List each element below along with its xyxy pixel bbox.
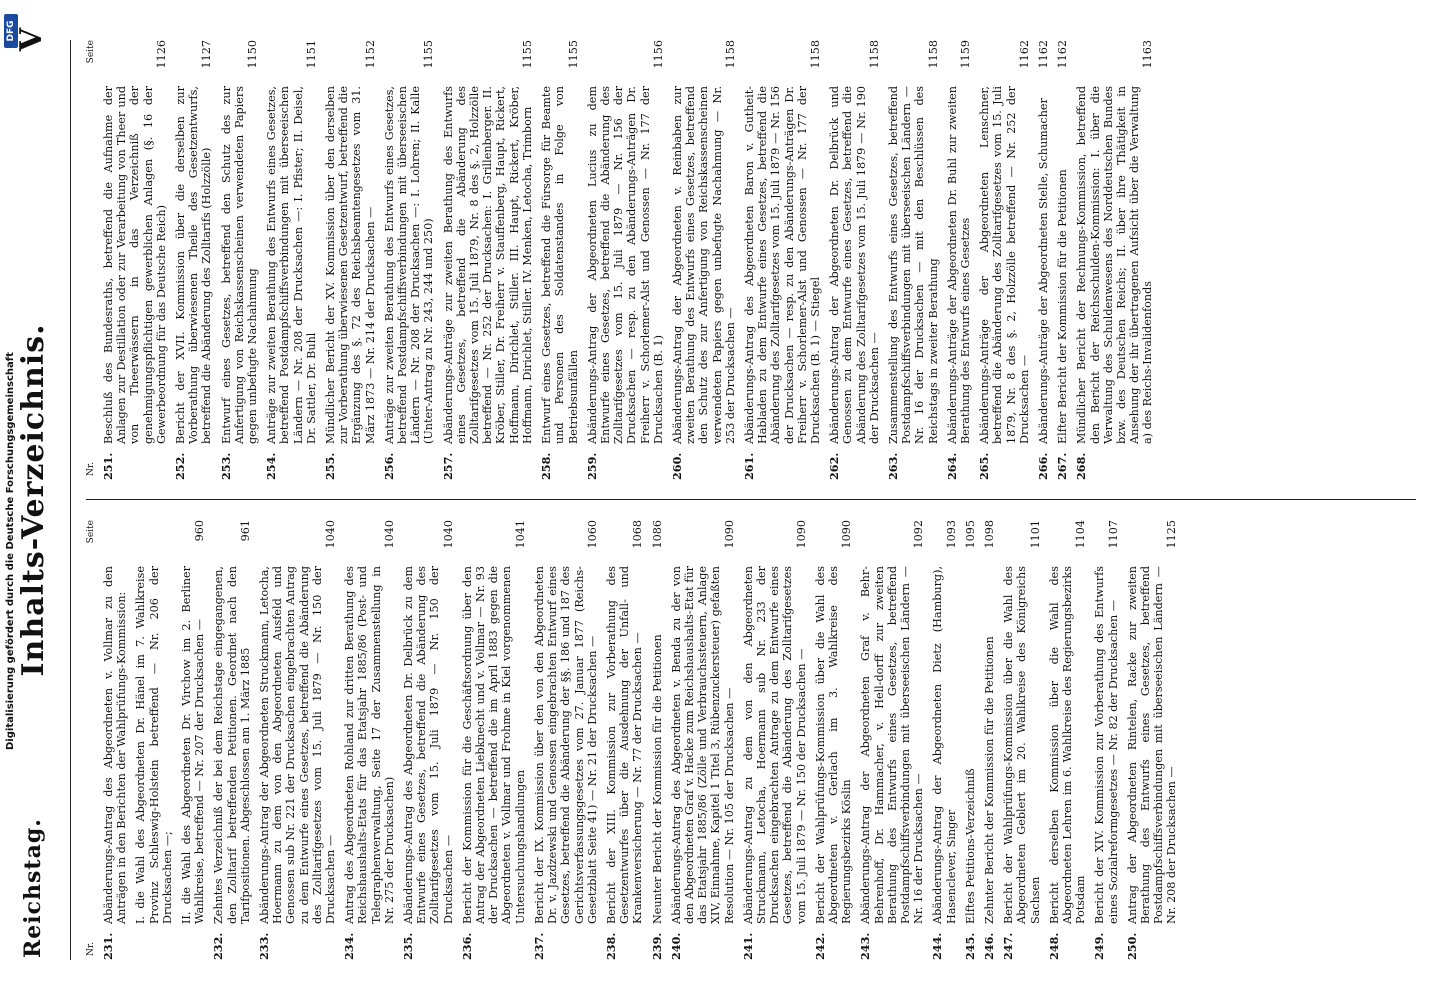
toc-entry bbox=[383, 40, 436, 480]
entry-number: 247. bbox=[1001, 932, 1016, 960]
seite-label: Seite bbox=[86, 520, 96, 544]
entry-text: Mündlicher Bericht der Rechnungs-Kommission, betreffend den Bericht der Reichsschulden-Kommission: I. über die Verwaltung des Schuldenwesens des Norddeutschen Bundes bzw. des Deutschen Reichs; II. über ihre Thätigkeit in Ansehung der ihr übertragenen Aufsicht über die Verwaltung a) des Reichs-Invalidenfonds bbox=[1075, 86, 1155, 444]
right-column bbox=[86, 40, 1416, 480]
toc-entry bbox=[859, 520, 925, 960]
entry-number: 252. bbox=[173, 452, 188, 480]
toc-entry bbox=[461, 520, 527, 960]
entry-number: 231. bbox=[101, 932, 115, 960]
entry-text: II. die Wahl des Abgeordneten Dr. Virchow im 2. Berliner Wahlkreise, betreffend — Nr. 207 der Drucksachen — bbox=[180, 566, 207, 924]
entry-text: Bericht der Wahlprüfungs-Kommission über die Wahl des Abgeordneten v. Gerlach im 3. Wahlkreise des Regierungsbezirks Köslin bbox=[813, 566, 854, 924]
entry-page: 1090 bbox=[794, 520, 808, 549]
entry-page: 1090 bbox=[840, 520, 854, 549]
entry-page: 1152 bbox=[363, 40, 377, 69]
entry-page: 1040 bbox=[324, 520, 338, 549]
entry-page: 1158 bbox=[808, 40, 822, 69]
header-rule bbox=[70, 40, 71, 960]
entry-page: 1125 bbox=[1165, 520, 1179, 549]
entry-page: 1068 bbox=[631, 520, 645, 549]
entry-page: 1155 bbox=[422, 40, 436, 69]
toc-entry bbox=[220, 40, 260, 480]
toc-entry bbox=[402, 520, 455, 960]
entry-number: 253. bbox=[218, 452, 233, 480]
entry-text: Mündlicher Bericht der XV. Kommission über den derselben zur Vorberathung überwiesenen Gesetzentwurf, betreffend die Ergänzung des §. 72 des Reichsbeamtengesetzes vom 31. März 1873 — Nr. 214 der Drucksachen — bbox=[324, 86, 377, 444]
toc-entry bbox=[1056, 40, 1069, 480]
entry-number: 265. bbox=[977, 452, 992, 480]
entry-number: 242. bbox=[812, 932, 827, 960]
entry-number: 234. bbox=[342, 932, 357, 960]
entry-number: 251. bbox=[101, 452, 115, 480]
entry-page: 1162 bbox=[1056, 40, 1070, 69]
entry-page: 1041 bbox=[513, 520, 527, 549]
entry-text: Bericht der Kommission für die Geschäftsordnung über den Antrag der Abgeordneten Liebknecht und v. Vollmar — Nr. 93 der Drucksachen — betreffend die im April 1883 gegen die Abgeordneten v. Vollmar und Frohme in Kiel vorgenommenen Untersuchungshandlungen bbox=[460, 566, 527, 924]
entry-text: Entwurf eines Gesetzes, betreffend den Schutz des zur Anfertigung von Reichskassenscheinen verwendeten Papiers gegen unbefugte Nachahmung bbox=[219, 86, 260, 444]
toc-entry bbox=[212, 520, 252, 960]
toc-entry bbox=[946, 40, 972, 480]
entry-number: 264. bbox=[944, 452, 959, 480]
toc-entry bbox=[742, 520, 808, 960]
toc-entry bbox=[258, 520, 337, 960]
entry-page: 1163 bbox=[1141, 40, 1155, 69]
entry-number: 263. bbox=[885, 452, 900, 480]
toc-entry bbox=[651, 520, 664, 960]
entry-text: Abänderungs-Antrag des Abgeordneten Dr. Delbrück zu dem Entwurfe eines Gesetzes, betreffend die Abänderung des Zolltarifgesetzes vom 15. Juli 1879 — Nr. 150 der Drucksachen — bbox=[402, 566, 455, 924]
entry-page: 1126 bbox=[154, 40, 168, 69]
entry-number: 248. bbox=[1046, 932, 1061, 960]
entry-text: Abänderungs-Antrag der Abgeordneten Graf v. Behr-Behrenhoff, Dr. Hammacher, v. Hell-dorff zur zweiten Berathung des Entwurfs eines Gesetzes, betreffend Postdampfschiffsverbindungen mit überseeischen Ländern — Nr. 16 der Drucksachen — bbox=[859, 566, 926, 924]
entry-page: 1158 bbox=[867, 40, 881, 69]
toc-entry bbox=[1075, 40, 1154, 480]
entry-text: Entwurf eines Gesetzes, betreffend die Fürsorge für Beamte und Personen des Soldatenstandes in Folge von Betriebsunfällen bbox=[540, 86, 580, 444]
entry-page: 1107 bbox=[1106, 520, 1120, 549]
entry-text: Zehntes Verzeichniß der bei dem Reichstage eingegangenen, den Zolltarif betreffenden Petitionen. Geordnet nach den Tarifpositionen. Abgeschlossen am 1. März 1885 bbox=[212, 566, 252, 924]
entry-text: Beschluß des Bundesraths, betreffend die Aufnahme der Anlagen zur Destillation oder zur Verarbeitung von Theer und von Theerwässern in das Verzeichniß der genehmigungspflichtigen gewerblichen Anlagen (§. 16 der Gewerbeordnung für das Deutsche Reich) bbox=[102, 86, 168, 444]
entry-text: Zusammenstellung des Entwurfs eines Gesetzes, betreffend Postdampfschiffsverbindungen mit überseeischen Ländern — Nr. 16 der Drucksachen — mit den Beschlüssen des Reichstags in zweiter Berathung bbox=[886, 86, 940, 444]
entry-number: 246. bbox=[981, 932, 996, 960]
toc-entry bbox=[743, 40, 822, 480]
entry-text: Anträge zur zweiten Berathung des Entwurfs eines Gesetzes, betreffend Postdampfschiffsverbindungen mit überseeischen Ländern — Nr. 208 der Drucksachen —: I. Pfister; II. Deisel, Dr. Sattler, Dr. Buhl bbox=[265, 86, 318, 444]
entry-text: Antrag des Abgeordneten Rohland zur dritten Berathung des Reichshaushalts-Etats für das Etatsjahr 1885/86 (Post- und Telegraphenverwaltung, Seite 17 der Zusammenstellung in Nr. 275 der Drucksachen) bbox=[343, 566, 396, 924]
entry-number: 240. bbox=[668, 932, 683, 960]
toc-entry bbox=[931, 520, 957, 960]
toc-entry bbox=[442, 40, 534, 480]
entry-number: 262. bbox=[827, 452, 842, 480]
toc-entry bbox=[1048, 520, 1088, 960]
nr-label: Nr. bbox=[86, 941, 96, 956]
entry-number: 266. bbox=[1036, 452, 1050, 480]
entry-page: 1162 bbox=[1017, 40, 1031, 69]
entry-text: Abänderungs-Anträge der Abgeordneten Stelle, Schumacher bbox=[1037, 98, 1050, 444]
toc-entry bbox=[586, 40, 665, 480]
entry-page: 1151 bbox=[304, 40, 318, 69]
entry-text: Abänderungs-Antrag des Abgeordneten v. Benda zu der von den Abgeordneten Graf v. Hacke zum Reichshaushalts-Etat für das Etatsjahr 1885/86 (Zölle und Verbrauchssteuern, Anlage XIV, Einnahme, Kapitel 1 Titel 3, Rübenzuckersteuer) gefaßten Resolution — Nr. 105 der Drucksachen — bbox=[669, 566, 736, 924]
entry-number: 237. bbox=[531, 932, 546, 960]
entry-text: Abänderungs-Antrag des Abgeordneten Baron v. Gutheit-Habladen zu dem Entwurfe eines Gesetzes, betreffend die Abänderung des Zolltarifgesetzes vom 15. Juli 1879 — Nr. 156 der Drucksachen — resp. zu den Abänderungs-Anträgen Dr. Freiherr v. Schorlemer-Alst und Genossen — Nr. 177 der Drucksachen (B. 1) — Stiegel bbox=[742, 86, 822, 444]
entry-text: Bericht der XIII. Kommission zur Vorberathung des Gesetzentwurfes über die Ausdehnung der Unfall- und Krankenversicherung — Nr. 77 der Drucksachen — bbox=[604, 566, 645, 924]
right-entry-list bbox=[102, 40, 1155, 480]
toc-entry bbox=[533, 520, 599, 960]
entry-text: Abänderungs-Antrag der Abgeordneten Dr. Delbrück und Genossen zu dem Entwurfe eines Gesetzes, betreffend die Abänderung des Zolltarifgesetzes vom 15. Juli 1879 — Nr. 190 der Drucksachen — bbox=[828, 86, 881, 444]
column-header bbox=[86, 40, 102, 480]
toc-entry bbox=[174, 40, 214, 480]
entry-text: Bericht der XIV. Kommission zur Vorberathung des Entwurfs eines Sozialreformgesetzes — Nr. 82 der Drucksachen — bbox=[1093, 566, 1120, 924]
entry-text: Antrag der Abgeordneten Rintelen, Racke zur zweiten Berathung des Entwurfs eines Gesetzes, betreffend Postdampfschiffsverbindungen mit überseeischen Ländern — Nr. 208 der Drucksachen — bbox=[1125, 566, 1179, 924]
column-header bbox=[86, 520, 102, 960]
entry-number: 233. bbox=[257, 932, 272, 960]
entry-number: 232. bbox=[211, 932, 226, 960]
entry-page: 1156 bbox=[651, 40, 665, 69]
entry-page: 960 bbox=[193, 520, 207, 542]
toc-entry bbox=[324, 40, 377, 480]
entry-number: 235. bbox=[401, 932, 416, 960]
entry-page: 1098 bbox=[982, 520, 996, 549]
entry-text: Bericht der IX. Kommission über den von den Abgeordneten Dr. v. Jazdzewski und Genossen eingebrachten Entwurf eines Gesetzes, betreffend die Abänderung der §§. 186 und 187 des Gerichtsverfassungsgesetzes vom 27. Januar 1877 (Reichs-Gesetzblatt Seite 41) — Nr. 21 der Drucksachen — bbox=[532, 566, 599, 924]
page-roman-number: V bbox=[14, 28, 49, 52]
entry-page: 1092 bbox=[912, 520, 926, 549]
toc-entry bbox=[671, 40, 737, 480]
entry-text: Abänderungs-Antrag der Abgeordneten Dietz (Hamburg), Hasenclever, Singer bbox=[931, 566, 958, 924]
entry-number: 260. bbox=[669, 452, 684, 480]
entry-page: 1158 bbox=[926, 40, 940, 69]
toc-entry bbox=[887, 40, 940, 480]
entry-text: Zehnter Bericht der Kommission für die Petitionen bbox=[982, 636, 996, 924]
toc-entry bbox=[134, 520, 174, 960]
entry-number: 249. bbox=[1092, 932, 1107, 960]
left-entry-list bbox=[102, 520, 1179, 960]
entry-number: 241. bbox=[740, 932, 755, 960]
entry-text: Abänderungs-Anträge der Abgeordneten Lenschner, betreffend die Abänderung des Zolltarifgesetzes vom 15. Juli 1879, Nr. 8 des §. 2, Holzzölle betreffend — Nr. 252 der Drucksachen — bbox=[978, 86, 1031, 444]
column-divider bbox=[86, 499, 1416, 500]
toc-entry bbox=[964, 520, 977, 960]
entry-page: 1150 bbox=[246, 40, 260, 69]
entry-number: 245. bbox=[962, 932, 977, 960]
entry-page: 1040 bbox=[441, 520, 455, 549]
entry-text: Bericht der Wahlprüfungs-Kommission über die Wahl des Abgeordneten Geblert im 20. Wahlkreise des Königreichs Sachsen bbox=[1002, 566, 1042, 924]
toc-entry bbox=[1126, 520, 1179, 960]
entry-text: Abänderungs-Antrag des Abgeordneten v. Vollmar zu den Anträgen in den Berichten der Wahlprüfungs-Kommission: bbox=[102, 566, 129, 924]
nr-label: Nr. bbox=[86, 461, 96, 476]
toc-entry bbox=[670, 520, 736, 960]
toc-entry bbox=[814, 520, 854, 960]
entry-page: 1127 bbox=[200, 40, 214, 69]
entry-text: Abänderungs-Antrag der Abgeordneten v. Reinbaben zur zweiten Berathung des Entwurfs eines Gesetzes, betreffend den Schutz des zur Anfertigung von Reichskassenscheinen verwendeten Papiers gegen unbefugte Nachahmung — Nr. 253 der Drucksachen — bbox=[670, 86, 737, 444]
entry-number: 261. bbox=[741, 452, 756, 480]
toc-entry bbox=[983, 520, 996, 960]
entry-number: 244. bbox=[930, 932, 945, 960]
entry-page: 1090 bbox=[722, 520, 736, 549]
entry-number: 255. bbox=[323, 452, 338, 480]
entry-text: Abänderungs-Antrag der Abgeordneten Lucius zu dem Entwurfe eines Gesetzes, betreffend die Abänderung des Zolltarifgesetzes vom 15. Juli 1879 — Nr. 156 der Drucksachen — resp. zu den Abänderungs-Anträgen Dr. Freiherr v. Schorlemer-Alst und Genossen — Nr. 177 der Drucksachen (B. 1) bbox=[585, 86, 665, 444]
entry-page: 1095 bbox=[963, 520, 977, 549]
entry-number: 236. bbox=[459, 932, 474, 960]
entry-number: 257. bbox=[440, 452, 455, 480]
entry-text: Elftes Petitions-Verzeichniß bbox=[963, 768, 977, 924]
toc-entry bbox=[1093, 520, 1119, 960]
entry-text: Elfter Bericht der Kommission für die Petitionen bbox=[1056, 169, 1070, 444]
entry-text: Anträge zur zweiten Berathung des Entwurfs eines Gesetzes, betreffend Postdampfschiffsverbindungen mit überseeischen Ländern — Nr. 208 der Drucksachen —: I. Lohren; II. Kalle (Unter-Antrag zu Nr. 243, 244 und 250) bbox=[382, 86, 436, 444]
entry-number: 254. bbox=[264, 452, 279, 480]
entry-page: 1158 bbox=[723, 40, 737, 69]
entry-text: Abänderungs-Antrag der Abgeordneten Struckmann, Letocha, Hoermann zu dem von den Abgeordneten Ausfeld und Genossen sub Nr. 221 der Drucksachen eingebrachten Antrag zu dem Entwurfe eines Gesetzes, betreffend die Abänderung des Zolltarifgesetzes vom 15. Juli 1879 — Nr. 150 der Drucksachen — bbox=[258, 566, 338, 924]
toc-entry bbox=[180, 520, 206, 960]
seite-label: Seite bbox=[86, 40, 96, 64]
toc-entry bbox=[343, 520, 396, 960]
toc-entry bbox=[828, 40, 881, 480]
entry-page: 1040 bbox=[382, 520, 396, 549]
page-header bbox=[14, 0, 74, 1000]
entry-number: 238. bbox=[603, 932, 618, 960]
entry-page: 1093 bbox=[944, 520, 958, 549]
entry-page: 1060 bbox=[585, 520, 599, 549]
entry-number: 259. bbox=[584, 452, 599, 480]
entry-page: 1159 bbox=[958, 40, 972, 69]
entry-page: 1155 bbox=[566, 40, 580, 69]
toc-entry bbox=[978, 40, 1031, 480]
left-column bbox=[86, 520, 1416, 960]
entry-page: 1086 bbox=[650, 520, 664, 549]
entry-number: 239. bbox=[649, 932, 664, 960]
entry-number: 258. bbox=[539, 452, 554, 480]
entry-number: 256. bbox=[381, 452, 396, 480]
entry-page: 1104 bbox=[1074, 520, 1088, 549]
header-left: Reichstag. bbox=[20, 818, 46, 958]
entry-text: I. die Wahl des Abgeordneten Dr. Hänel im 7. Wahlkreise Provinz Schleswig-Holstein betreffend — Nr. 206 der Drucksachen —; bbox=[134, 566, 174, 924]
entry-page: 1101 bbox=[1028, 520, 1042, 549]
toc-entry bbox=[1002, 520, 1042, 960]
entry-text: Abänderungs-Antrag zu dem von den Abgeordneten Struckmann, Letocha, Hoermann sub Nr. 233 der Drucksachen eingebrachten Antrage zu dem Entwurfe eines Gesetzes, betreffend die Abänderung des Zolltarifgesetzes vom 15. Juli 1879 — Nr. 150 der Drucksachen — bbox=[741, 566, 808, 924]
toc-entry bbox=[265, 40, 318, 480]
entry-number: 250. bbox=[1124, 932, 1139, 960]
page-title: Inhalts-Verzeichnis. bbox=[16, 323, 51, 677]
entry-text: Neunter Bericht der Kommission für die Petitionen bbox=[650, 634, 664, 924]
dfg-logo: DFG bbox=[4, 14, 18, 48]
toc-entry bbox=[1037, 40, 1050, 480]
entry-text: Abänderungs-Anträge zur zweiten Berathung des Entwurfs eines Gesetzes, betreffend die Abänderung des Zolltarifgesetzes vom 15. Juli 1879, Nr. 8 des §. 2, Holzzölle betreffend — Nr. 252 der Drucksachen: I. Grillenberger. II. Kröber, Stiller, Dr. Freiherr v. Stauffenberg, Haupt, Rickert, Hoffmann, Dirichlet, Stiller. III. Haupt, Rickert, Kröber, Hoffmann, Dirichlet, Stiller. IV. Menken, Letocha, Trimborn bbox=[441, 86, 534, 444]
entry-number: 268. bbox=[1074, 452, 1089, 480]
credit-text: Digitalisierung gefördert durch die Deutsche Forschungsgemeinschaft bbox=[5, 352, 16, 750]
entry-page: 961 bbox=[238, 520, 252, 542]
entry-text: Bericht derselben Kommission über die Wahl des Abgeordneten Lehren im 6. Wahlkreise des Regierungsbezirks Potsdam bbox=[1047, 566, 1088, 924]
entry-page: 1162 bbox=[1037, 40, 1050, 69]
entry-text: Bericht der XVII. Kommission über die derselben zur Vorberathung überwiesenen Theile des Gesetzentwurfs, betreffend die Abänderung des Zolltarifs (Holzzölle) bbox=[174, 86, 214, 444]
toc-entry bbox=[605, 520, 645, 960]
toc-entry bbox=[540, 40, 580, 480]
toc-entry bbox=[102, 520, 128, 960]
entry-number: 243. bbox=[858, 932, 873, 960]
entry-text: Abänderungs-Anträge der Abgeordneten Dr. Buhl zur zweiten Berathung des Entwurfs eines Gesetzes bbox=[945, 86, 972, 444]
entry-number: 267. bbox=[1055, 452, 1070, 480]
toc-entry bbox=[102, 40, 168, 480]
entry-page: 1155 bbox=[520, 40, 534, 69]
